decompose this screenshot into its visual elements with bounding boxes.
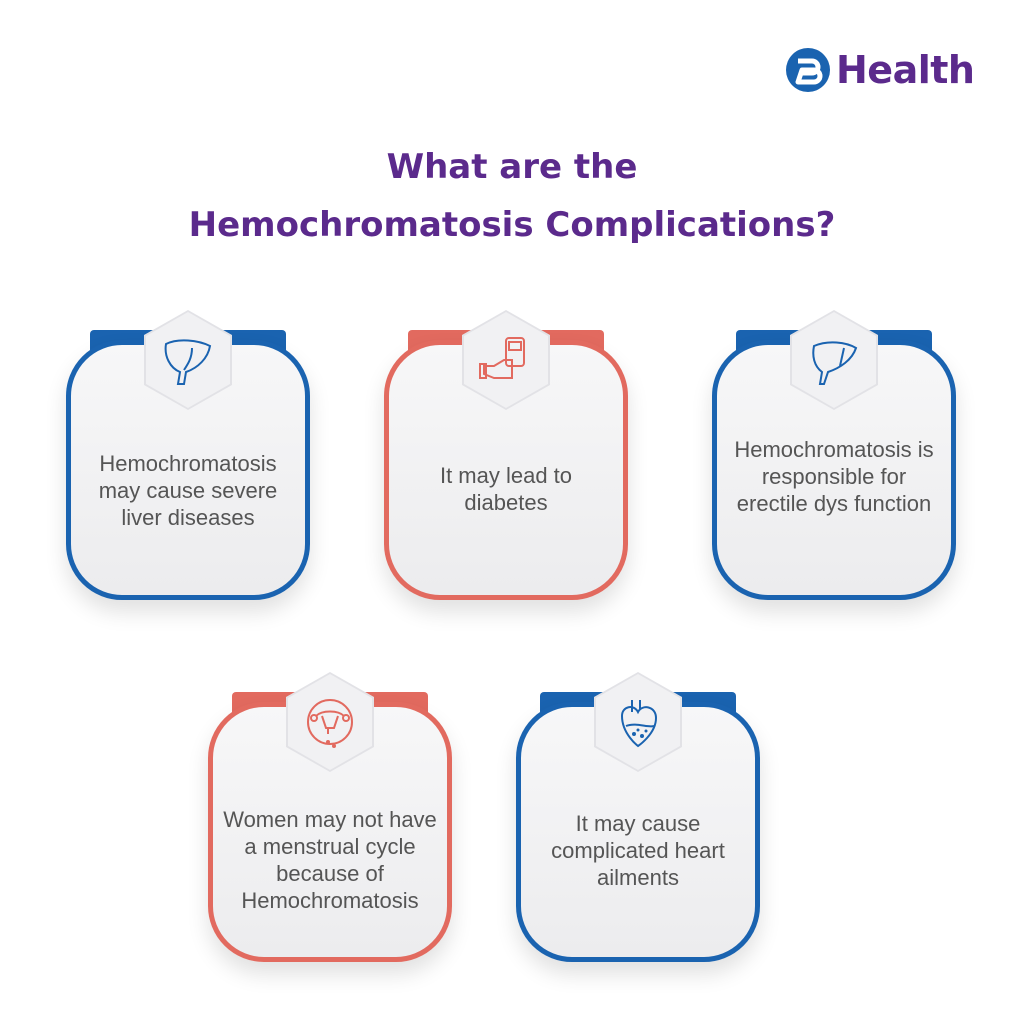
glucometer-icon <box>476 334 536 390</box>
complication-card-menstrual <box>208 692 452 962</box>
complication-card-erectile <box>712 330 956 600</box>
card-text: Women may not have a menstrual cycle because of Hemochromatosis <box>223 807 437 913</box>
card-text: Hemochromatosis is responsible for erectile dys function <box>734 437 934 516</box>
uterus-icon <box>300 696 360 752</box>
complication-card-heart <box>516 692 760 962</box>
brand-logo <box>786 48 974 92</box>
card-text: It may cause complicated heart ailments <box>551 811 725 890</box>
title-line-2: Hemochromatosis Complications? <box>188 205 836 245</box>
organ-icon <box>804 334 864 390</box>
liver-icon <box>158 334 218 390</box>
page-title <box>0 138 1024 254</box>
card-text: Hemochromatosis may cause severe liver diseases <box>98 451 278 530</box>
title-line-1: What are the <box>386 147 638 187</box>
heart-icon <box>608 696 668 752</box>
complication-card-diabetes <box>384 330 628 600</box>
card-text: It may lead to diabetes <box>439 463 573 515</box>
complication-card-liver <box>66 330 310 600</box>
logo-mark-icon <box>786 48 830 92</box>
brand-name: Health <box>836 48 975 92</box>
